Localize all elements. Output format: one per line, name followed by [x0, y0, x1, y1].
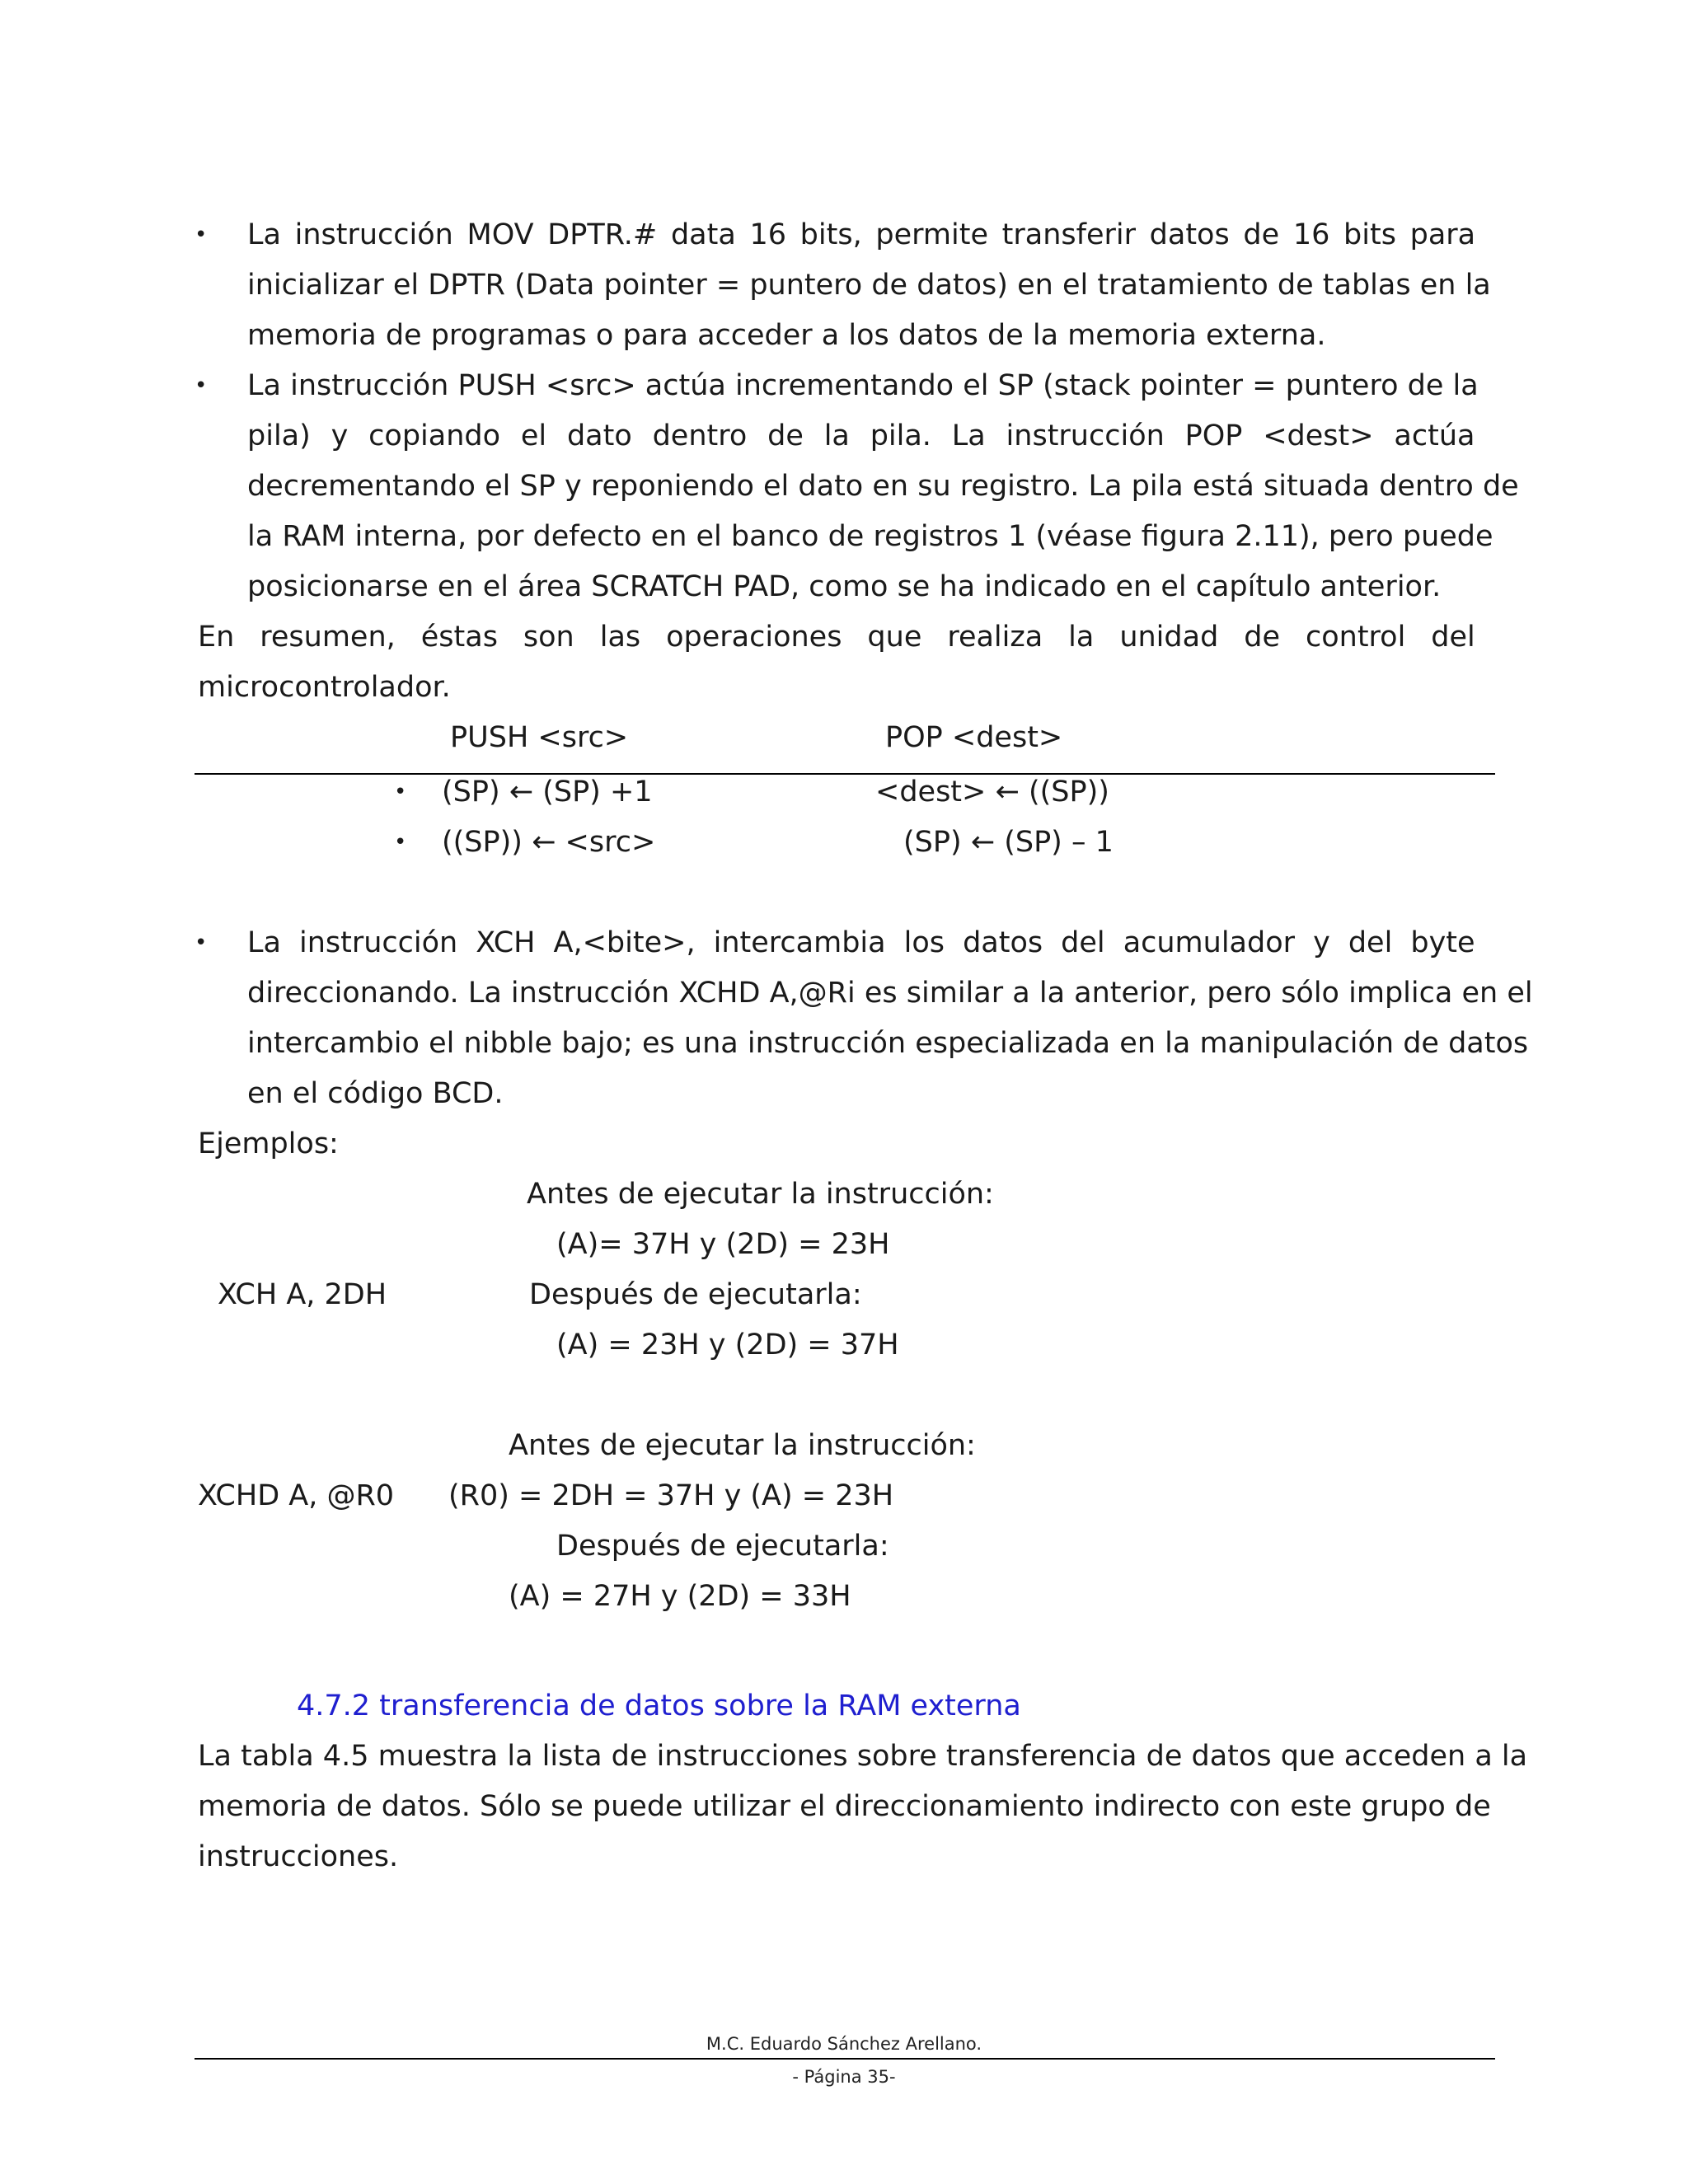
footer-author: M.C. Eduardo Sánchez Arellano. [706, 2034, 982, 2054]
bullet-marker: • [394, 830, 407, 855]
bullet-marker: • [195, 930, 208, 955]
paragraph-line: La instrucción PUSH <src> actúa incrementando el SP (stack pointer = puntero de la [247, 369, 1479, 402]
bullet-marker: • [195, 223, 208, 247]
paragraph-line: memoria de programas o para acceder a los datos de la memoria externa. [247, 319, 1326, 352]
paragraph-line: microcontrolador. [198, 671, 451, 704]
bullet-marker: • [394, 780, 407, 804]
table-cell-pop: <dest> ← ((SP)) [875, 776, 1109, 808]
table-header-push: PUSH <src> [450, 721, 629, 754]
example-after-value: (A) = 23H y (2D) = 37H [556, 1329, 899, 1361]
paragraph-line: En resumen, éstas son las operaciones que realiza la unidad de control del [198, 621, 1475, 654]
paragraph-line: decrementando el SP y reponiendo el dato en su registro. La pila está situada dentro de [247, 470, 1519, 503]
section-heading: 4.7.2 transferencia de datos sobre la RAM externa [297, 1690, 1021, 1722]
footer-page-number: - Página 35- [792, 2067, 896, 2087]
footer-divider [195, 2058, 1495, 2060]
paragraph-line: en el código BCD. [247, 1077, 504, 1110]
example-before-label: Antes de ejecutar la instrucción: [527, 1178, 994, 1211]
paragraph-line: inicializar el DPTR (Data pointer = puntero de datos) en el tratamiento de tablas en la [247, 269, 1491, 302]
example-before-label: Antes de ejecutar la instrucción: [509, 1429, 976, 1462]
table-cell-pop: (SP) ← (SP) – 1 [903, 826, 1114, 859]
example-after-label: Después de ejecutarla: [529, 1278, 862, 1311]
paragraph-line: intercambio el nibble bajo; es una instrucción especializada en la manipulación de datos [247, 1027, 1529, 1060]
example-after-value: (A) = 27H y (2D) = 33H [509, 1580, 851, 1613]
table-cell-push: ((SP)) ← <src> [442, 826, 656, 859]
example-after-label: Después de ejecutarla: [556, 1530, 889, 1563]
paragraph-line: La tabla 4.5 muestra la lista de instrucciones sobre transferencia de datos que acceden a la [198, 1740, 1528, 1773]
table-divider [195, 773, 1495, 775]
table-cell-push: (SP) ← (SP) +1 [442, 776, 653, 808]
table-header-pop: POP <dest> [885, 721, 1063, 754]
paragraph-line: direccionando. La instrucción XCHD A,@Ri es similar a la anterior, pero sólo implica en el [247, 977, 1533, 1010]
paragraph-line: La instrucción XCH A,<bite>, intercambia los datos del acumulador y del byte [247, 926, 1475, 959]
example-instruction: XCHD A, @R0 [198, 1479, 395, 1512]
paragraph-line: pila) y copiando el dato dentro de la pila. La instrucción POP <dest> actúa [247, 419, 1475, 452]
bullet-marker: • [195, 373, 208, 398]
paragraph-line: La instrucción MOV DPTR.# data 16 bits, permite transferir datos de 16 bits para [247, 218, 1476, 251]
example-instruction: XCH A, 2DH [218, 1278, 387, 1311]
example-before-value: (A)= 37H y (2D) = 23H [556, 1228, 890, 1261]
paragraph-line: posicionarse en el área SCRATCH PAD, como se ha indicado en el capítulo anterior. [247, 570, 1442, 603]
examples-label: Ejemplos: [198, 1127, 339, 1160]
example-before-value: (R0) = 2DH = 37H y (A) = 23H [448, 1479, 894, 1512]
paragraph-line: memoria de datos. Sólo se puede utilizar el direccionamiento indirecto con este grupo de [198, 1790, 1491, 1823]
paragraph-line: la RAM interna, por defecto en el banco de registros 1 (véase figura 2.11), pero puede [247, 520, 1493, 553]
paragraph-line: instrucciones. [198, 1840, 399, 1873]
